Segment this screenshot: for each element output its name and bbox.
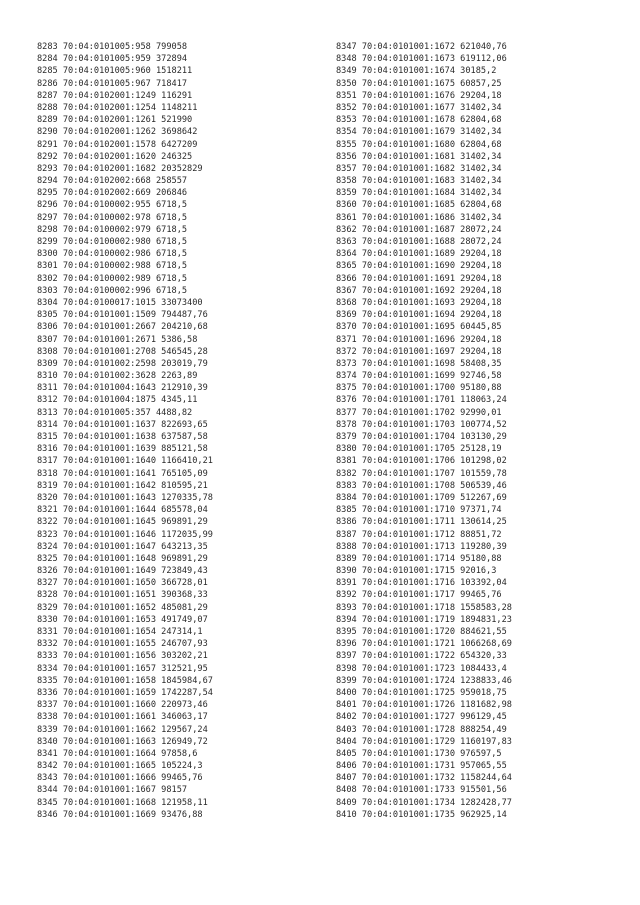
table-row: 8330 70:04:0101001:1653 491749,07 <box>37 614 208 625</box>
table-row: 8362 70:04:0101001:1687 28072,24 <box>336 224 502 235</box>
table-row: 8332 70:04:0101001:1655 246707,93 <box>37 639 208 650</box>
table-row: 8372 70:04:0101001:1697 29204,18 <box>336 346 502 357</box>
table-row: 8331 70:04:0101001:1654 247314,1 <box>37 627 203 637</box>
table-row: 8326 70:04:0101001:1649 723849,43 <box>37 566 208 577</box>
table-row: 8305 70:04:0101001:1509 794487,76 <box>37 310 208 321</box>
table-row: 8402 70:04:0101001:1727 996129,45 <box>336 712 507 723</box>
table-row: 8292 70:04:0102001:1620 246325 <box>37 151 193 162</box>
table-row: 8288 70:04:0102001:1254 1148211 <box>37 102 198 113</box>
table-row: 8410 70:04:0101001:1735 962925,14 <box>336 809 507 820</box>
table-row: 8387 70:04:0101001:1712 88851,72 <box>336 529 502 540</box>
table-row: 8366 70:04:0101001:1691 29204,18 <box>336 273 502 284</box>
table-row: 8314 70:04:0101001:1637 822693,65 <box>37 419 208 430</box>
table-row: 8320 70:04:0101001:1643 1270335,78 <box>37 492 213 503</box>
table-row: 8304 70:04:0100017:1015 33073400 <box>37 297 203 308</box>
table-row: 8293 70:04:0102001:1682 20352829 <box>37 163 203 174</box>
table-row: 8343 70:04:0101001:1666 99465,76 <box>37 773 203 784</box>
table-row: 8356 70:04:0101001:1681 31402,34 <box>336 151 502 162</box>
table-row: 8309 70:04:0101002:2598 203019,79 <box>37 358 208 369</box>
table-row: 8405 70:04:0101001:1730 976597,5 <box>336 748 502 759</box>
table-row: 8290 70:04:0102001:1262 3698642 <box>37 127 198 138</box>
table-row: 8317 70:04:0101001:1640 1166410,21 <box>37 456 213 467</box>
table-row: 8284 70:04:0101005:959 372894 <box>37 54 188 65</box>
table-row: 8388 70:04:0101001:1713 119280,39 <box>336 541 507 552</box>
table-row: 8408 70:04:0101001:1733 915501,56 <box>336 785 507 796</box>
table-row: 8358 70:04:0101001:1683 31402,34 <box>336 176 502 187</box>
table-row: 8381 70:04:0101001:1706 101298,02 <box>336 456 507 467</box>
table-row: 8370 70:04:0101001:1695 60445,85 <box>336 322 502 333</box>
table-row: 8336 70:04:0101001:1659 1742287,54 <box>37 687 213 698</box>
table-row: 8353 70:04:0101001:1678 62804,68 <box>336 115 502 126</box>
table-row: 8395 70:04:0101001:1720 884621,55 <box>336 627 507 637</box>
table-row: 8306 70:04:0101001:2667 204210,68 <box>37 322 208 333</box>
table-row: 8360 70:04:0101001:1685 62804,68 <box>336 200 502 211</box>
table-row: 8357 70:04:0101001:1682 31402,34 <box>336 163 502 174</box>
table-row: 8335 70:04:0101001:1658 1845984,67 <box>37 675 213 686</box>
table-row: 8371 70:04:0101001:1696 29204,18 <box>336 334 502 345</box>
table-row: 8407 70:04:0101001:1732 1158244,64 <box>336 773 512 784</box>
table-row: 8319 70:04:0101001:1642 810595,21 <box>37 480 208 491</box>
table-row: 8341 70:04:0101001:1664 97858,6 <box>37 748 198 759</box>
right-column-list <box>336 41 626 821</box>
table-row: 8401 70:04:0101001:1726 1181682,98 <box>336 700 512 711</box>
left-column-list <box>37 41 327 821</box>
table-row: 8403 70:04:0101001:1728 888254,49 <box>336 724 507 735</box>
table-row: 8308 70:04:0101001:2708 546545,28 <box>37 346 208 357</box>
table-row: 8377 70:04:0101001:1702 92990,01 <box>336 407 502 418</box>
table-row: 8303 70:04:0100002:996 6718,5 <box>37 285 188 296</box>
table-row: 8345 70:04:0101001:1668 121958,11 <box>37 797 208 808</box>
table-row: 8390 70:04:0101001:1715 92016,3 <box>336 566 497 577</box>
table-row: 8406 70:04:0101001:1731 957065,55 <box>336 761 507 772</box>
table-row: 8386 70:04:0101001:1711 130614,25 <box>336 517 507 528</box>
table-row: 8365 70:04:0101001:1690 29204,18 <box>336 261 502 272</box>
table-row: 8367 70:04:0101001:1692 29204,18 <box>336 285 502 296</box>
table-row: 8409 70:04:0101001:1734 1282428,77 <box>336 797 512 808</box>
table-row: 8302 70:04:0100002:989 6718,5 <box>37 273 188 284</box>
table-row: 8301 70:04:0100002:988 6718,5 <box>37 261 188 272</box>
table-row: 8368 70:04:0101001:1693 29204,18 <box>336 297 502 308</box>
table-row: 8324 70:04:0101001:1647 643213,35 <box>37 541 208 552</box>
table-row: 8295 70:04:0102002:669 206846 <box>37 188 188 199</box>
table-row: 8363 70:04:0101001:1688 28072,24 <box>336 237 502 247</box>
table-row: 8394 70:04:0101001:1719 1894831,23 <box>336 614 512 625</box>
table-row: 8369 70:04:0101001:1694 29204,18 <box>336 310 502 321</box>
table-row: 8396 70:04:0101001:1721 1066268,69 <box>336 639 512 650</box>
table-row: 8375 70:04:0101001:1700 95180,88 <box>336 383 502 394</box>
table-row: 8294 70:04:0102002:668 258557 <box>37 176 188 187</box>
table-row: 8404 70:04:0101001:1729 1160197,83 <box>336 736 512 747</box>
table-row: 8397 70:04:0101001:1722 654320,33 <box>336 651 507 662</box>
table-row: 8350 70:04:0101001:1675 60857,25 <box>336 78 502 89</box>
table-row: 8325 70:04:0101001:1648 969891,29 <box>37 553 208 564</box>
table-row: 8289 70:04:0102001:1261 521990 <box>37 115 193 126</box>
table-row: 8334 70:04:0101001:1657 312521,95 <box>37 663 208 674</box>
table-row: 8287 70:04:0102001:1249 116291 <box>37 90 193 101</box>
table-row: 8299 70:04:0100002:980 6718,5 <box>37 237 188 247</box>
table-row: 8374 70:04:0101001:1699 92746,58 <box>336 371 502 382</box>
table-row: 8379 70:04:0101001:1704 103130,29 <box>336 432 507 442</box>
table-row: 8347 70:04:0101001:1672 621040,76 <box>336 42 507 52</box>
table-row: 8333 70:04:0101001:1656 303202,21 <box>37 651 208 662</box>
table-row: 8310 70:04:0101002:3628 2263,89 <box>37 371 198 382</box>
table-row: 8380 70:04:0101001:1705 25128,19 <box>336 444 502 455</box>
table-row: 8339 70:04:0101001:1662 129567,24 <box>37 724 208 735</box>
table-row: 8315 70:04:0101001:1638 637587,58 <box>37 432 208 442</box>
table-row: 8298 70:04:0100002:979 6718,5 <box>37 224 188 235</box>
table-row: 8313 70:04:0101005:357 4488,82 <box>37 407 193 418</box>
table-row: 8385 70:04:0101001:1710 97371,74 <box>336 505 502 516</box>
table-row: 8312 70:04:0101004:1875 4345,11 <box>37 395 198 406</box>
table-row: 8307 70:04:0101001:2671 5386,58 <box>37 334 198 345</box>
table-row: 8344 70:04:0101001:1667 98157 <box>37 785 188 796</box>
table-row: 8383 70:04:0101001:1708 506539,46 <box>336 480 507 491</box>
table-row: 8400 70:04:0101001:1725 959018,75 <box>336 687 507 698</box>
table-row: 8337 70:04:0101001:1660 220973,46 <box>37 700 208 711</box>
table-row: 8352 70:04:0101001:1677 31402,34 <box>336 102 502 113</box>
table-row: 8349 70:04:0101001:1674 30185,2 <box>336 66 497 77</box>
table-row: 8376 70:04:0101001:1701 118063,24 <box>336 395 507 406</box>
table-row: 8384 70:04:0101001:1709 512267,69 <box>336 492 507 503</box>
table-row: 8328 70:04:0101001:1651 390368,33 <box>37 590 208 601</box>
table-row: 8327 70:04:0101001:1650 366728,01 <box>37 578 208 589</box>
table-row: 8297 70:04:0100002:978 6718,5 <box>37 212 188 223</box>
table-row: 8373 70:04:0101001:1698 58408,35 <box>336 358 502 369</box>
table-row: 8296 70:04:0100002:955 6718,5 <box>37 200 188 211</box>
table-row: 8318 70:04:0101001:1641 765105,09 <box>37 468 208 479</box>
table-row: 8389 70:04:0101001:1714 95180,88 <box>336 553 502 564</box>
table-row: 8354 70:04:0101001:1679 31402,34 <box>336 127 502 138</box>
table-row: 8300 70:04:0100002:986 6718,5 <box>37 249 188 260</box>
table-row: 8321 70:04:0101001:1644 685578,04 <box>37 505 208 516</box>
table-row: 8329 70:04:0101001:1652 485081,29 <box>37 602 208 613</box>
table-row: 8285 70:04:0101005:960 1518211 <box>37 66 193 77</box>
table-row: 8391 70:04:0101001:1716 103392,04 <box>336 578 507 589</box>
table-row: 8355 70:04:0101001:1680 62804,68 <box>336 139 502 150</box>
table-row: 8361 70:04:0101001:1686 31402,34 <box>336 212 502 223</box>
table-row: 8311 70:04:0101004:1643 212910,39 <box>37 383 208 394</box>
table-row: 8291 70:04:0102001:1578 6427209 <box>37 139 198 150</box>
table-row: 8338 70:04:0101001:1661 346063,17 <box>37 712 208 723</box>
table-row: 8392 70:04:0101001:1717 99465,76 <box>336 590 502 601</box>
table-row: 8323 70:04:0101001:1646 1172035,99 <box>37 529 213 540</box>
table-row: 8348 70:04:0101001:1673 619112,06 <box>336 54 507 65</box>
table-row: 8398 70:04:0101001:1723 1084433,4 <box>336 663 507 674</box>
table-row: 8346 70:04:0101001:1669 93476,88 <box>37 809 203 820</box>
table-row: 8359 70:04:0101001:1684 31402,34 <box>336 188 502 199</box>
table-row: 8378 70:04:0101001:1703 100774,52 <box>336 419 507 430</box>
table-row: 8382 70:04:0101001:1707 101559,78 <box>336 468 507 479</box>
table-row: 8351 70:04:0101001:1676 29204,18 <box>336 90 502 101</box>
table-row: 8283 70:04:0101005:958 799058 <box>37 42 188 52</box>
table-row: 8286 70:04:0101005:967 718417 <box>37 78 188 89</box>
table-row: 8316 70:04:0101001:1639 885121,58 <box>37 444 208 455</box>
table-row: 8393 70:04:0101001:1718 1558583,28 <box>336 602 512 613</box>
table-row: 8399 70:04:0101001:1724 1238833,46 <box>336 675 512 686</box>
table-row: 8364 70:04:0101001:1689 29204,18 <box>336 249 502 260</box>
table-row: 8322 70:04:0101001:1645 969891,29 <box>37 517 208 528</box>
table-row: 8342 70:04:0101001:1665 105224,3 <box>37 761 203 772</box>
table-row: 8340 70:04:0101001:1663 126949,72 <box>37 736 208 747</box>
